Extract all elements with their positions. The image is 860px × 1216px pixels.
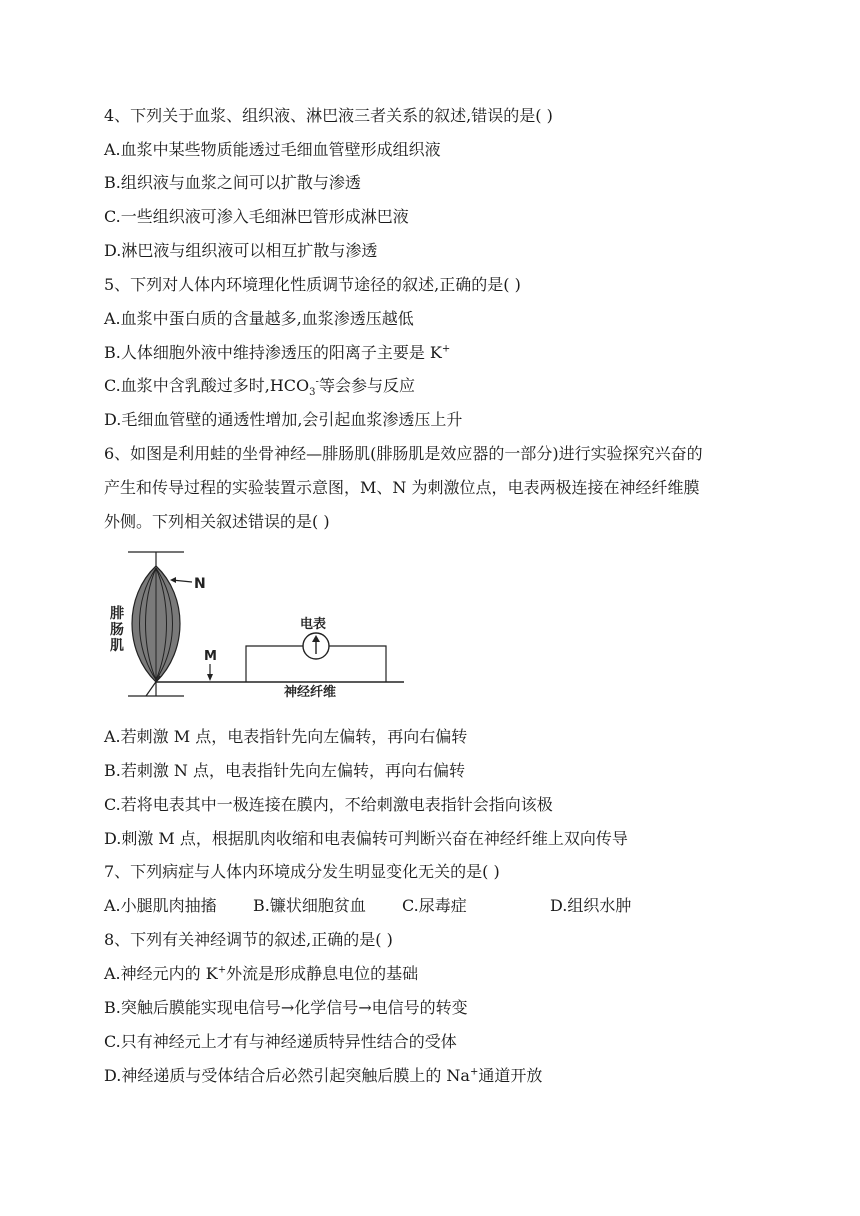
q6-option-a: A.若刺激 M 点，电表指针先向左偏转，再向右偏转	[104, 727, 468, 746]
muscle-label-char: 腓	[110, 606, 124, 622]
q5-option-c-text: C.血浆中含乳酸过多时,HCO	[104, 376, 310, 395]
q7-option-d: D.组织水肿	[550, 896, 632, 915]
q8-option-d-text: D.神经递质与受体结合后必然引起突触后膜上的 Na	[104, 1066, 470, 1085]
q6-stem-line-2: 产生和传导过程的实验装置示意图，M、N 为刺激位点，电表两极连接在神经纤维膜	[104, 478, 700, 497]
meter-label: 电表	[300, 617, 327, 632]
q8-option-d-text-end: 通道开放	[478, 1066, 543, 1085]
q8-option-a	[104, 964, 418, 984]
q8-option-b: B.突触后膜能实现电信号→化学信号→电信号的转变	[104, 998, 468, 1017]
m-point-label: M	[204, 649, 217, 664]
q5-option-a: A.血浆中蛋白质的含量越多,血浆渗透压越低	[104, 309, 414, 328]
q4-stem: 4、下列关于血浆、组织液、淋巴液三者关系的叙述,错误的是( )	[104, 106, 553, 125]
q6-option-c: C.若将电表其中一极连接在膜内，不给刺激电表指针会指向该极	[104, 795, 553, 814]
nerve-fiber-label: 神经纤维	[284, 685, 337, 700]
q8-option-a-text: A.神经元内的 K	[104, 964, 218, 983]
q8-option-d-superscript: +	[469, 1066, 479, 1078]
q6-stem-line-1: 6、如图是利用蛙的坐骨神经—腓肠肌(腓肠肌是效应器的一部分)进行实验探究兴奋的	[104, 444, 703, 463]
q6-option-b: B.若刺激 N 点，电表指针先向左偏转，再向右偏转	[104, 761, 466, 780]
q5-option-c-text-end: 等会参与反应	[318, 376, 415, 395]
q5-option-b-superscript: +	[441, 343, 451, 355]
q8-option-a-superscript: +	[217, 964, 227, 976]
q6-option-d: D.刺激 M 点，根据肌肉收缩和电表偏转可判断兴奋在神经纤维上双向传导	[104, 829, 628, 848]
n-point-label: N	[194, 576, 206, 592]
n-arrowhead	[170, 577, 176, 583]
q5-option-c-superscript: -	[315, 376, 319, 388]
q8-option-a-text-end: 外流是形成静息电位的基础	[226, 964, 419, 983]
q7-option-c: C.尿毒症	[402, 896, 467, 915]
q8-option-d	[104, 1066, 542, 1086]
q4-option-c: C.一些组织液可渗入毛细淋巴管形成淋巴液	[104, 207, 409, 226]
nerve-muscle-diagram	[104, 546, 404, 706]
q7-stem: 7、下列病症与人体内环境成分发生明显变化无关的是( )	[104, 862, 500, 881]
muscle-label-char: 肌	[110, 638, 124, 654]
q7-option-a: A.小腿肌肉抽搐	[104, 896, 217, 915]
q7-option-b: B.镰状细胞贫血	[253, 896, 366, 915]
m-arrowhead	[207, 674, 213, 681]
q5-option-c-subscript: 3	[309, 387, 316, 399]
q5-stem: 5、下列对人体内环境理化性质调节途径的叙述,正确的是( )	[104, 275, 521, 294]
q4-option-d: D.淋巴液与组织液可以相互扩散与渗透	[104, 241, 378, 260]
q5-option-c	[104, 376, 415, 399]
q5-option-b	[104, 343, 450, 363]
q5-option-d: D.毛细血管壁的通透性增加,会引起血浆渗透压上升	[104, 410, 463, 429]
q5-option-b-text: B.人体细胞外液中维持渗透压的阳离子主要是 K	[104, 343, 442, 362]
q8-option-c: C.只有神经元上才有与神经递质特异性结合的受体	[104, 1032, 457, 1051]
q6-stem-line-3: 外侧。下列相关叙述错误的是( )	[104, 512, 330, 531]
muscle-label-char: 肠	[110, 622, 124, 638]
q4-option-a: A.血浆中某些物质能透过毛细血管壁形成组织液	[104, 140, 441, 159]
q8-stem: 8、下列有关神经调节的叙述,正确的是( )	[104, 930, 393, 949]
q4-option-b: B.组织液与血浆之间可以扩散与渗透	[104, 173, 361, 192]
